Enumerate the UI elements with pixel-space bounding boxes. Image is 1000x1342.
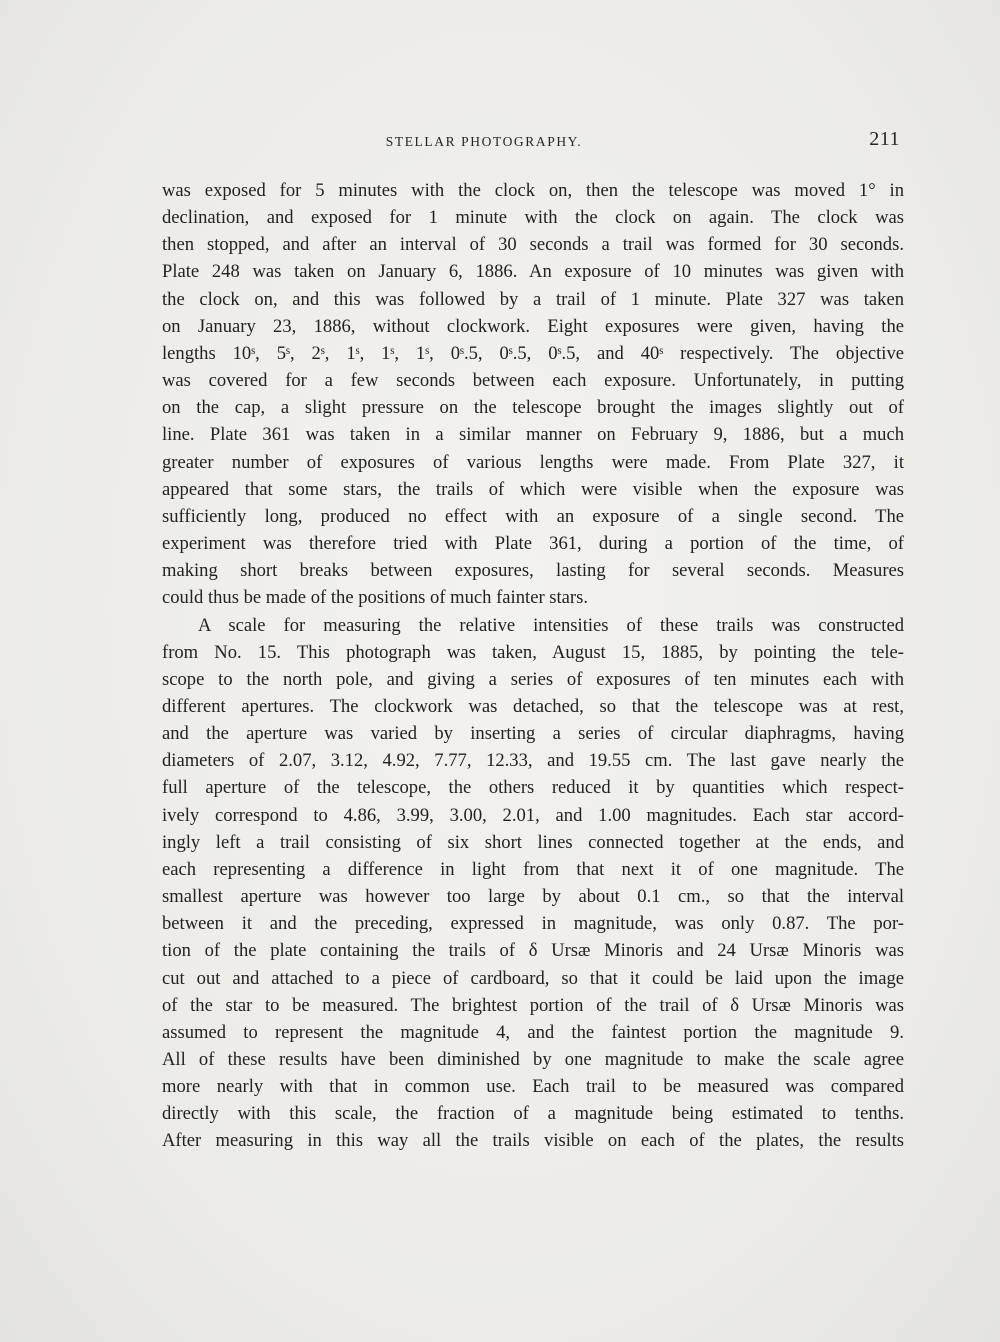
text-line: was covered for a few seconds between each exposure. Unfortunately, in putting: [162, 370, 904, 392]
text-line: experiment was therefore tried with Plate 361, during a portion of the time, of: [162, 533, 904, 555]
text-line: of the star to be measured. The brightest portion of the trail of δ Ursæ Minoris was: [162, 994, 904, 1016]
text-line: cut out and attached to a piece of cardboard, so that it could be laid upon the image: [162, 967, 904, 989]
text-line: sufficiently long, produced no effect with an exposure of a single second. The: [162, 505, 904, 527]
text-line: lengths 10ˢ, 5ˢ, 2ˢ, 1ˢ, 1ˢ, 1ˢ, 0ˢ.5, 0ˢ.5, 0ˢ.5, and 40ˢ respectively. The objective: [162, 342, 904, 364]
paragraph-1: [162, 177, 904, 612]
text-line: between it and the preceding, expressed in magnitude, was only 0.87. The por-: [162, 913, 904, 935]
text-line: tion of the plate containing the trails of δ Ursæ Minoris and 24 Ursæ Minoris was: [162, 940, 904, 962]
text-line: assumed to represent the magnitude 4, and the faintest portion the magnitude 9.: [162, 1021, 904, 1043]
text-line: declination, and exposed for 1 minute with the clock on again. The clock was: [162, 207, 904, 229]
text-line: the clock on, and this was followed by a trail of 1 minute. Plate 327 was taken: [162, 288, 904, 310]
text-line: different apertures. The clockwork was detached, so that the telescope was at rest,: [162, 695, 904, 717]
text-line: ingly left a trail consisting of six short lines connected together at the ends, and: [162, 831, 904, 853]
text-line: line. Plate 361 was taken in a similar manner on February 9, 1886, but a much: [162, 424, 904, 446]
text-line: on the cap, a slight pressure on the telescope brought the images slightly out of: [162, 397, 904, 419]
body-text: [162, 177, 904, 1155]
text-line: greater number of exposures of various lengths were made. From Plate 327, it: [162, 451, 904, 473]
text-line: appeared that some stars, the trails of which were visible when the exposure was: [162, 478, 904, 500]
text-line: and the aperture was varied by inserting a series of circular diaphragms, having: [162, 723, 904, 745]
text-line: smallest aperture was however too large by about 0.1 cm., so that the interval: [162, 886, 904, 908]
text-line: A scale for measuring the relative intensities of these trails was constructed: [198, 614, 904, 636]
running-head: STELLAR PHOTOGRAPHY.: [385, 134, 583, 149]
paragraph-2: [162, 612, 904, 1155]
text-line: All of these results have been diminished by one magnitude to make the scale agree: [162, 1049, 904, 1070]
text-line: Plate 248 was taken on January 6, 1886. An exposure of 10 minutes was given with: [162, 261, 904, 283]
text-line: After measuring in this way all the trails visible on each of the plates, the results: [162, 1130, 904, 1152]
text-line: each representing a difference in light from that next it of one magnitude. The: [162, 858, 904, 880]
text-line: directly with this scale, the fraction of a magnitude being estimated to tenths.: [162, 1103, 904, 1125]
text-line: on January 23, 1886, without clockwork. Eight exposures were given, having the: [162, 315, 904, 337]
text-line: full aperture of the telescope, the others reduced it by quantities which respect-: [162, 777, 904, 799]
page-header: [162, 128, 902, 158]
text-line: making short breaks between exposures, lasting for several seconds. Measures: [162, 560, 904, 582]
page-number: 211: [869, 128, 900, 150]
text-line: from No. 15. This photograph was taken, August 15, 1885, by pointing the tele-: [162, 641, 904, 663]
text-line: then stopped, and after an interval of 30 seconds a trail was formed for 30 seconds.: [162, 234, 904, 256]
text-line: diameters of 2.07, 3.12, 4.92, 7.77, 12.33, and 19.55 cm. The last gave nearly the: [162, 750, 904, 772]
text-line: could thus be made of the positions of much fainter stars.: [162, 587, 589, 609]
text-line: scope to the north pole, and giving a series of exposures of ten minutes each with: [162, 668, 904, 690]
text-line: more nearly with that in common use. Each trail to be measured was compared: [162, 1076, 904, 1098]
text-line: was exposed for 5 minutes with the clock on, then the telescope was moved 1° in: [162, 180, 904, 201]
text-line: ively correspond to 4.86, 3.99, 3.00, 2.01, and 1.00 magnitudes. Each star accord-: [162, 804, 904, 826]
